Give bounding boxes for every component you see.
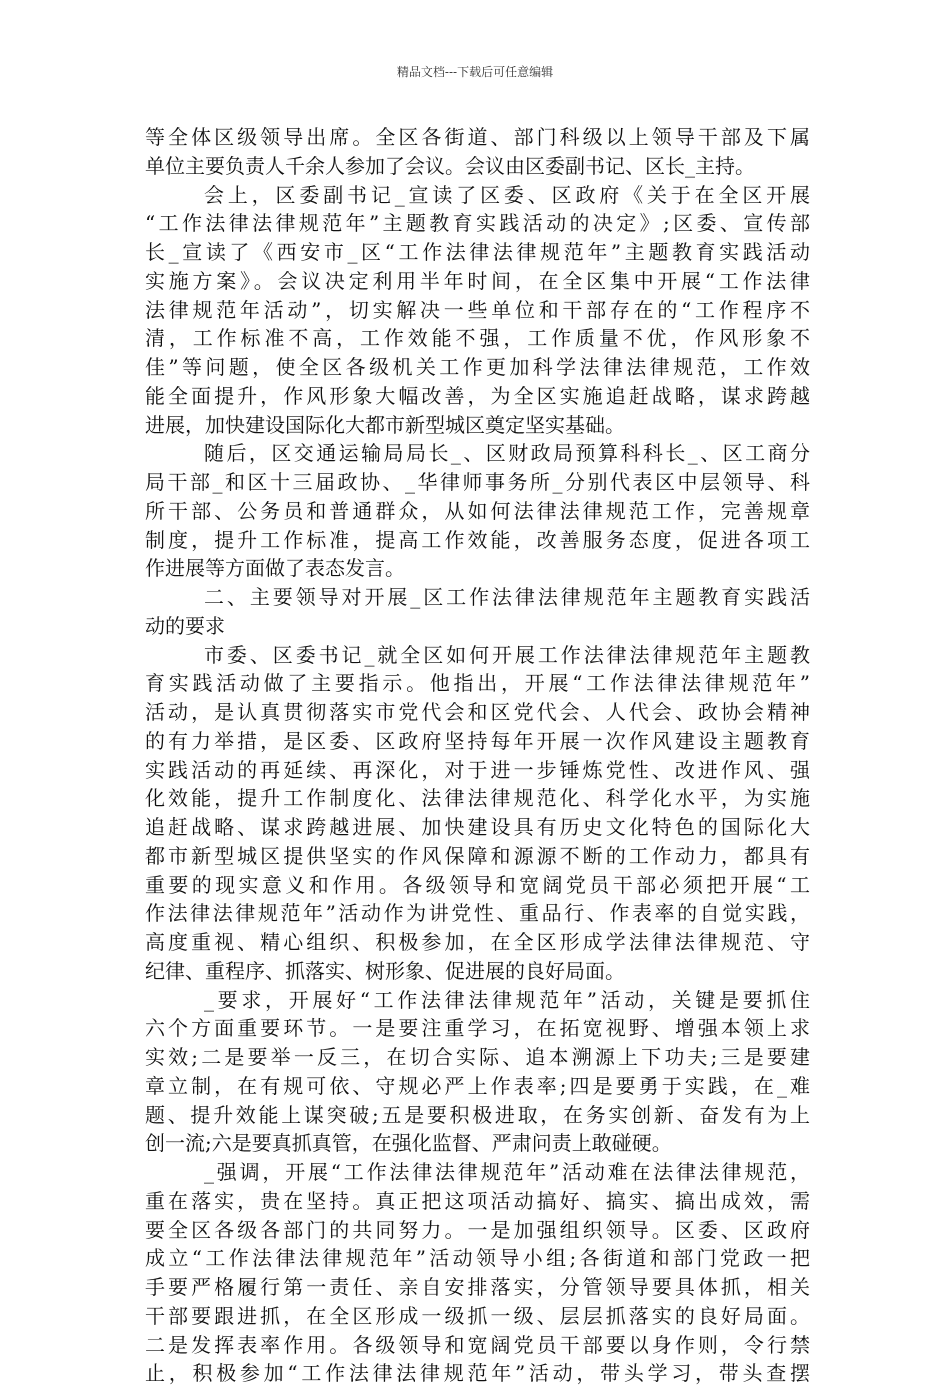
text-line: 实效;二是要举一反三，在切合实际、追本溯源上下功夫;三是要建 [145, 1045, 810, 1069]
text-line: 等全体区级领导出席。全区各街道、部门科级以上领导干部及下属 [145, 125, 810, 149]
text-line: 实施方案》。会议决定利用半年时间，在全区集中开展“工作法律 [145, 268, 810, 293]
text-line: 清，工作标准不高，工作效能不强，工作质量不优，作风形象不 [145, 326, 810, 351]
paragraph [145, 181, 810, 440]
paragraph [145, 986, 810, 1159]
text-line: 纪律、重程序、抓落实、树形象、促进展的良好局面。 [145, 958, 625, 983]
document-body [145, 123, 810, 1388]
text-line: 会上，区委副书记_宣读了区委、区政府《关于在全区开展 [204, 182, 810, 207]
text-line: 进展，加快建设国际化大都市新型城区奠定坚实基础。 [145, 412, 625, 437]
text-line: 六个方面重要环节。一是要注重学习，在拓宽视野、增强本领上求 [145, 1016, 810, 1041]
text-line: 作法律法律规范年”活动作为讲党性、重品行、作表率的自觉实践， [145, 901, 810, 926]
text-line: 干部要跟进抓，在全区形成一级抓一级、层层抓落实的良好局面。 [145, 1303, 810, 1328]
text-line: 要全区各级各部门的共同努力。一是加强组织领导。区委、区政府 [145, 1217, 810, 1242]
text-line: 随后，区交通运输局局长_、区财政局预算科科长_、区工商分 [204, 441, 810, 466]
text-line: 重在落实，贵在坚持。真正把这项活动搞好、搞实、搞出成效，需 [145, 1188, 810, 1213]
text-line: 章立制，在有规可依、守规必严上作表率;四是要勇于实践，在_难 [145, 1073, 810, 1098]
text-line: 动的要求 [145, 613, 225, 638]
text-line: “工作法律法律规范年”主题教育实践活动的决定》;区委、宣传部 [145, 211, 810, 236]
text-line: 长_宣读了《西安市_区“工作法律法律规范年”主题教育实践活动 [145, 240, 810, 264]
text-line: 化效能，提升工作制度化、法律法律规范化、科学化水平，为实施 [145, 786, 810, 811]
text-line: 二、主要领导对开展_区工作法律法律规范年主题教育实践活 [204, 585, 810, 609]
text-line: 成立“工作法律法律规范年”活动领导小组;各街道和部门党政一把 [145, 1246, 810, 1271]
text-line: 实践活动的再延续、再深化，对于进一步锤炼党性、改进作风、强 [145, 757, 810, 782]
text-line: 高度重视、精心组织、积极参加，在全区形成学法律法律规范、守 [145, 930, 810, 954]
text-line: 育实践活动做了主要指示。他指出，开展“工作法律法律规范年” [145, 671, 810, 696]
text-line: 法律规范年活动”，切实解决一些单位和干部存在的“工作程序不 [145, 297, 810, 322]
text-line: 追赶战略、谋求跨越进展、加快建设具有历史文化特色的国际化大 [145, 815, 810, 839]
text-line: 止，积极参加“工作法律法律规范年”活动，带头学习，带头查摆 [145, 1361, 810, 1386]
text-line: 手要严格履行第一责任、亲自安排落实，分管领导要具体抓，相关 [145, 1275, 810, 1299]
text-line: 都市新型城区提供坚实的作风保障和源源不断的工作动力，都具有 [145, 843, 810, 868]
text-line: 活动，是认真贯彻落实市党代会和区党代会、人代会、政协会精神 [145, 700, 810, 724]
text-line: _要求，开展好“工作法律法律规范年”活动，关键是要抓住 [204, 987, 810, 1012]
text-line: 佳”等问题，使全区各级机关工作更加科学法律法律规范，工作效 [145, 355, 810, 379]
text-line: 能全面提升，作风形象大幅改善，为全区实施追赶战略，谋求跨越 [145, 383, 810, 408]
text-line: 二是发挥表率作用。各级领导和宽阔党员干部要以身作则，令行禁 [145, 1332, 810, 1357]
paragraph [145, 583, 810, 641]
text-line: 创一流;六是要真抓真管，在强化监督、严肃问责上敢碰硬。 [145, 1131, 672, 1156]
paragraph [145, 439, 810, 583]
text-line: 题、提升效能上谋突破;五是要积极进取，在务实创新、奋发有为上 [145, 1102, 810, 1127]
text-line: 的有力举措，是区委、区政府坚持每年开展一次作风建设主题教育 [145, 728, 810, 753]
paragraph [145, 1158, 810, 1388]
text-line: 所干部、公务员和普通群众，从如何法律法律规范工作，完善规章 [145, 498, 810, 523]
text-line: 市委、区委书记_就全区如何开展工作法律法律规范年主题教 [204, 642, 810, 667]
page-header: 精品文档---下载后可任意编辑 [396, 65, 554, 79]
text-line: _强调，开展“工作法律法律规范年”活动难在法律法律规范， [204, 1160, 810, 1184]
text-line: 局干部_和区十三届政协、_华律师事务所_分别代表区中层领导、科 [145, 470, 810, 494]
text-line: 重要的现实意义和作用。各级领导和宽阔党员干部必须把开展“工 [145, 872, 810, 897]
paragraph [145, 641, 810, 986]
paragraph [145, 123, 810, 181]
text-line: 单位主要负责人千余人参加了会议。会议由区委副书记、区长_主持。 [145, 153, 755, 178]
text-line: 制度，提升工作标准，提高工作效能，改善服务态度，促进各项工 [145, 527, 810, 552]
text-line: 作进展等方面做了表态发言。 [145, 556, 405, 581]
